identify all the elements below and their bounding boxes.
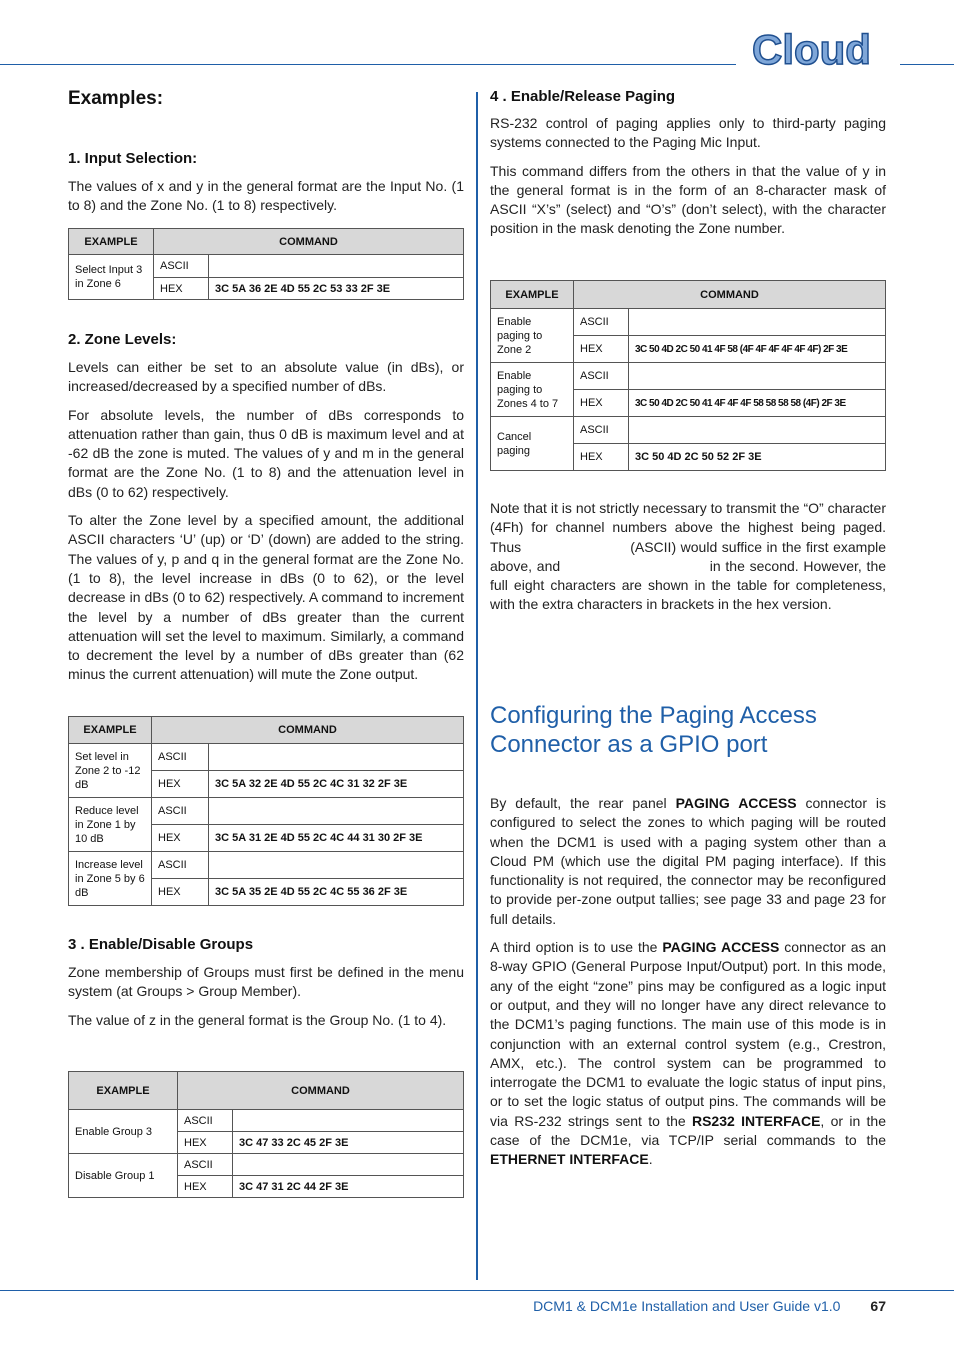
- paging-heading: 4 . Enable/Release Paging: [490, 88, 676, 105]
- example-label: Cancel paging: [491, 417, 574, 471]
- paging-note: [490, 499, 886, 615]
- hex-label: HEX: [152, 825, 209, 852]
- gpio-text-2-a: A third option is to use the: [490, 939, 658, 956]
- zone-levels-heading: 2. Zone Levels:: [68, 331, 177, 348]
- paging-note-a: Note that it is not strictly necessary to transmit the “O” character (4Fh) for channel numbers above the highest being paged. Thus: [490, 500, 886, 555]
- example-label: Select Input 3 in Zone 6: [69, 255, 154, 300]
- hex-value: 3C 50 4D 2C 50 41 4F 4F 4F 58 58 58 58 (4F) 2F 3E: [629, 390, 886, 417]
- ascii-value: [209, 798, 464, 825]
- ascii-label: ASCII: [152, 798, 209, 825]
- ascii-label: ASCII: [152, 744, 209, 771]
- paging-access-keyword: PAGING ACCESS: [662, 939, 780, 956]
- zone-levels-text-3: To alter the Zone level by a specified amount, the additional ASCII characters ‘U’ (up) or ‘D’ (down) are added to the string. The values of y, p and q in the general format are the Zone No. (1 to 8), the level increase in dBs (0 to 62), or the level decrease in dBs (0 to 62) respectively. A command to increment the level by a number of dBs greater than the current attenuation will set the level to maximum. Similarly, a command to decrement the level by a number of dBs greater than (62 minus the current attenuation) will mute the Zone output.: [68, 512, 464, 683]
- ascii-label: ASCII: [178, 1154, 233, 1176]
- table-header-example: EXAMPLE: [69, 1072, 178, 1110]
- gpio-text-1: [490, 794, 886, 929]
- hex-value: 3C 47 31 2C 44 2F 3E: [233, 1176, 464, 1198]
- ascii-value: [209, 852, 464, 879]
- hex-label: HEX: [574, 390, 629, 417]
- gpio-text-2-c: , or in the case of the DCM1e, via TCP/IP serial commands to the: [490, 1112, 886, 1149]
- table-header-command: COMMAND: [574, 281, 886, 309]
- gpio-text-2-d: .: [648, 1151, 653, 1168]
- ascii-label: ASCII: [574, 417, 629, 444]
- hex-label: HEX: [152, 879, 209, 906]
- table-header-command: COMMAND: [178, 1072, 464, 1110]
- ascii-value: [209, 255, 464, 278]
- footer-guide-title: DCM1 & DCM1e Installation and User Guide v1.0: [533, 1298, 841, 1314]
- paging-access-keyword: PAGING ACCESS: [675, 795, 797, 811]
- hex-label: HEX: [178, 1132, 233, 1154]
- footer: [0, 1298, 886, 1314]
- hex-value: 3C 50 4D 2C 50 52 2F 3E: [629, 444, 886, 471]
- gpio-heading-line-2: Connector as a GPIO port: [490, 731, 768, 758]
- examples-heading: Examples:: [68, 88, 164, 109]
- ascii-label: ASCII: [178, 1110, 233, 1132]
- logo-text: Cloud: [752, 26, 871, 73]
- groups-table: [68, 1071, 464, 1198]
- hex-value: 3C 5A 35 2E 4D 55 2C 4C 55 36 2F 3E: [209, 879, 464, 906]
- ascii-label: ASCII: [152, 852, 209, 879]
- paging-note-b: (ASCII) would suffice in the first example above, and: [490, 538, 886, 574]
- hex-value: 3C 5A 31 2E 4D 55 2C 4C 44 31 30 2F 3E: [209, 825, 464, 852]
- table-header-command: COMMAND: [152, 717, 464, 744]
- input-selection-text: The values of x and y in the general format are the Input No. (1 to 8) and the Zone No. (1 to 8) respectively.: [68, 178, 464, 214]
- ascii-value: [209, 744, 464, 771]
- gpio-text-2: [490, 938, 886, 1170]
- groups-text-1: Zone membership of Groups must first be defined in the menu system (at Groups > Group Member).: [68, 964, 464, 1000]
- gpio-text-1-b: connector is configured to select the zones to which paging will be routed when the DCM1 is used with a paging system other than a Cloud PM (which use the digital PM paging interface). If this functionality is not required, the connector may be reconfigured to provide per-zone output tallies; see page 33 and page 23 for full details.: [490, 795, 887, 927]
- hex-label: HEX: [574, 444, 629, 471]
- table-header-example: EXAMPLE: [69, 717, 152, 744]
- example-label: Enable paging to Zones 4 to 7: [491, 363, 574, 417]
- example-label: Set level in Zone 2 to -12 dB: [69, 744, 152, 798]
- hex-label: HEX: [152, 771, 209, 798]
- table-header-example: EXAMPLE: [491, 281, 574, 309]
- paging-text-1: RS-232 control of paging applies only to third-party paging systems connected to the Paging Mic Input.: [490, 115, 886, 151]
- table-header-command: COMMAND: [154, 229, 464, 255]
- rs232-interface-keyword: RS232 INTERFACE: [691, 1112, 821, 1129]
- hex-value: 3C 5A 32 2E 4D 55 2C 4C 31 32 2F 3E: [209, 771, 464, 798]
- header-rule-left: [0, 64, 736, 65]
- table-header-example: EXAMPLE: [69, 229, 154, 255]
- ascii-value: [629, 309, 886, 336]
- example-label: Enable paging to Zone 2: [491, 309, 574, 363]
- paging-text-2: This command differs from the others in that the value of y in the general format is in the form of an 8-character mask of ASCII “X’s” (select) and “O’s” (don’t select), with the character position in the mask denoting the Zone number.: [490, 162, 886, 237]
- zone-levels-table: [68, 716, 464, 906]
- example-label: Disable Group 1: [69, 1154, 178, 1198]
- ascii-value: [629, 363, 886, 390]
- groups-text-2: The value of z in the general format is the Group No. (1 to 4).: [68, 1011, 447, 1028]
- ascii-value: [233, 1154, 464, 1176]
- example-label: Enable Group 3: [69, 1110, 178, 1154]
- input-selection-heading: 1. Input Selection:: [68, 150, 198, 167]
- gpio-heading: [490, 701, 886, 759]
- ascii-label: ASCII: [574, 309, 629, 336]
- column-divider: [476, 92, 478, 1280]
- hex-label: HEX: [178, 1176, 233, 1198]
- zone-levels-text-2: For absolute levels, the number of dBs corresponds to attenuation rather than gain, thus 0 dB is maximum level and at -62 dB the zone is muted. The values of y and m in the general format are the Zone No. (1 to 8) and the attenuation level in dBs (0 to 62) respectively.: [68, 406, 464, 500]
- hex-label: HEX: [154, 278, 209, 300]
- ethernet-interface-keyword: ETHERNET INTERFACE: [490, 1151, 649, 1168]
- groups-heading: 3 . Enable/Disable Groups: [68, 936, 254, 953]
- input-selection-table: [68, 228, 464, 300]
- paging-note-c: in the second. However, the full eight characters are shown in the table for completeness, with the extra characters in brackets in the hex version.: [490, 557, 887, 613]
- ascii-value: [629, 417, 886, 444]
- ascii-value: [233, 1110, 464, 1132]
- header-rule-right: [900, 64, 954, 65]
- hex-value: 3C 47 33 2C 45 2F 3E: [233, 1132, 464, 1154]
- gpio-text-2-b: connector as an 8-way GPIO (General Purpose Input/Output) port. In this mode, any of the eight “zone” pins may be configured as a logic input or output, and they will no longer have any direct relevance to the DCM1’s paging functions. The main use of this mode is in conjunction with an external control system (e.g., Crestron, AMX, etc.). The control system can be programmed to interrogate the DCM1 to evaluate the logic status of input pins, or to set the logic status of output pins. The commands will be via RS-232 strings sent to the: [490, 939, 887, 1129]
- hex-value: 3C 5A 36 2E 4D 55 2C 53 33 2F 3E: [209, 278, 464, 300]
- footer-rule: [0, 1290, 954, 1291]
- paging-table: [490, 280, 886, 471]
- page-number: 67: [870, 1298, 886, 1314]
- gpio-text-1-a: By default, the rear panel: [490, 795, 667, 811]
- gpio-heading-line-1: Configuring the Paging Access: [490, 702, 817, 729]
- ascii-label: ASCII: [574, 363, 629, 390]
- example-label: Reduce level in Zone 1 by 10 dB: [69, 798, 152, 852]
- cloud-logo: [748, 26, 888, 74]
- zone-levels-text-1: Levels can either be set to an absolute value (in dBs), or increased/decreased by a specified number of dBs.: [68, 359, 464, 395]
- example-label: Increase level in Zone 5 by 6 dB: [69, 852, 152, 906]
- hex-value: 3C 50 4D 2C 50 41 4F 58 (4F 4F 4F 4F 4F 4F) 2F 3E: [629, 336, 886, 363]
- hex-label: HEX: [574, 336, 629, 363]
- ascii-label: ASCII: [154, 255, 209, 278]
